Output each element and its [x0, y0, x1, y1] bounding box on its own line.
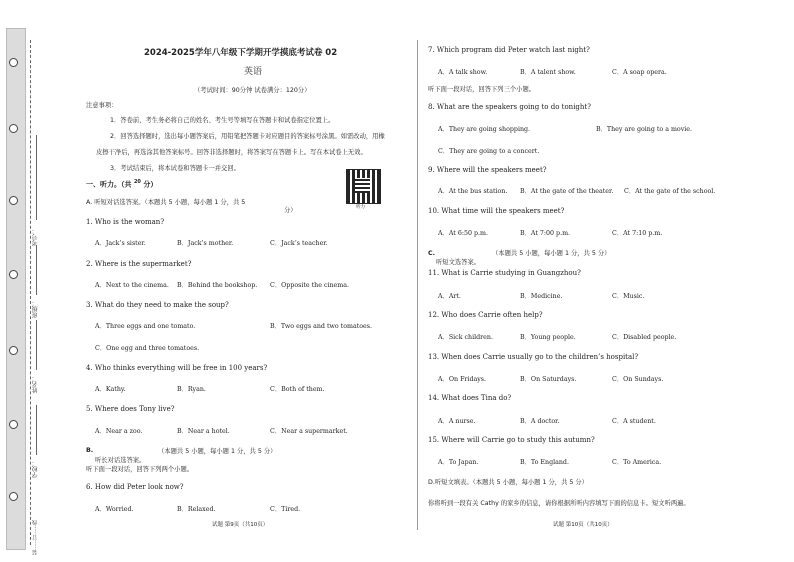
question-2: 2. Where is the supermarket? [86, 260, 192, 268]
q11-option-c: C．Music. [612, 293, 645, 300]
q1-option-b: B．Jack’s mother. [177, 240, 234, 247]
part-b-sub: 听长对话选答案。 [95, 457, 146, 464]
question-4: 4. Who thinks everything will be free in 100 years? [86, 364, 268, 372]
q14-option-b: B．A doctor. [520, 418, 560, 425]
binding-hole [9, 58, 18, 67]
q14-option-c: C．A student. [612, 418, 656, 425]
q1-option-c: C．Jack’s teacher. [270, 240, 328, 247]
q11-option-b: B．Medicine. [520, 293, 563, 300]
part-d-heading: D.听短文填表。（本题共 5 小题，每小题 1 分，共 5 分） [428, 479, 588, 486]
q15-option-b: B．To England. [520, 459, 569, 466]
binding-strip [6, 28, 26, 550]
part-c-heading: （本题共 5 小题，每小题 1 分，共 5 分） [492, 250, 611, 257]
q10-option-a: A．At 6:50 p.m. [438, 230, 488, 237]
q12-option-a: A．Sick children. [438, 334, 493, 341]
question-3: 3. What do they need to make the soup? [86, 301, 229, 309]
exam-title: 2024-2025学年八年级下学期开学摸底考试卷 02 [144, 48, 338, 58]
part-b-label: B. [86, 447, 94, 454]
q3-option-c: C．One egg and three tomatoes. [95, 345, 200, 352]
q14-option-a: A．A nurse. [438, 418, 476, 425]
question-12: 12. Who does Carrie often help? [428, 311, 543, 319]
question-8: 8. What are the speakers going to do tonight? [428, 103, 591, 111]
q12-option-b: B．Young people. [520, 334, 576, 341]
q3-option-b: B．Two eggs and two tomatoes. [270, 323, 372, 330]
q2-option-a: A．Next to the cinema. [95, 282, 169, 289]
question-6: 6. How did Peter look now? [86, 483, 184, 491]
notes-heading: 注意事项： [86, 102, 118, 109]
column-divider [417, 40, 418, 530]
question-10: 10. What time will the speakers meet? [428, 207, 565, 215]
note-1: 1．答卷前，考生务必将自己的姓名、考生号等填写在答题卡和试卷指定位置上。 [110, 117, 335, 124]
part-d-instruction: 你将听到一段有关 Cathy 的家乡的信息，请你根据所听内容填写下面的信息卡。短文听两遍。 [428, 500, 690, 507]
qr-label: 听力 [356, 205, 365, 210]
binding-hole [9, 420, 18, 429]
part-a-heading-cont: 分） [284, 207, 297, 214]
q3-option-a: A．Three eggs and one tomato. [95, 323, 196, 330]
class-field-label: 班级： [32, 300, 39, 318]
binding-hole [9, 346, 18, 355]
question-15: 15. Where will Carrie go to study this autumn? [428, 436, 595, 444]
seal-line-label: 装……订……线 [32, 520, 38, 555]
school-field-label: 学校： [32, 460, 39, 478]
q13-option-a: A．On Fridays. [438, 376, 487, 383]
q7-option-a: A．A talk show. [438, 69, 488, 76]
q6-option-b: B．Relaxed. [177, 506, 216, 513]
q12-option-c: C．Disabled people. [612, 334, 677, 341]
binding-hole [9, 492, 18, 501]
q7-option-c: C．A soap opera. [612, 69, 667, 76]
q2-option-c: C．Opposite the cinema. [270, 282, 349, 289]
note-3: 3．考试结束后，将本试卷和答题卡一并交回。 [110, 165, 240, 172]
question-13: 13. When does Carrie usually go to the children’s hospital? [428, 353, 639, 361]
q4-option-a: A．Kathy. [95, 386, 126, 393]
question-11: 11. What is Carrie studying in Guangzhou? [428, 269, 581, 277]
q15-option-c: C．To America. [612, 459, 662, 466]
part-c-sub: 听短文选答案。 [436, 259, 481, 266]
q5-option-a: A．Near a zoo. [95, 428, 143, 435]
q6-option-c: C．Tired. [270, 506, 301, 513]
binding-hole [9, 270, 18, 279]
id-field-label: 考号： [32, 228, 39, 246]
footer-left: 试题 第9页（共10页） [212, 522, 269, 528]
part-c-label: C. [428, 250, 436, 257]
binding-hole [9, 196, 18, 205]
q8-option-c: C．They are going to a concert. [438, 148, 540, 155]
binding-hole [9, 124, 18, 133]
name-field-label: 姓名： [32, 375, 39, 393]
q15-option-a: A．To Japan. [438, 459, 479, 466]
question-7: 7. Which program did Peter watch last night? [428, 46, 590, 54]
q8-option-a: A．They are going shopping. [438, 126, 531, 133]
q6-option-a: A．Worried. [95, 506, 134, 513]
note-2-cont: 皮擦干净后，再选涂其他答案标号。回答非选择题时，将答案写在答题卡上。写在本试卷上无效。 [96, 149, 367, 156]
part-b-heading: （本题共 5 小题，每小题 1 分，共 5 分） [158, 448, 277, 455]
q8-option-b: B．They are going to a movie. [596, 126, 693, 133]
q1-option-a: A．Jack’s sister. [95, 240, 146, 247]
q7-option-b: B．A talent show. [520, 69, 576, 76]
footer-right: 试题 第10页（共10页） [553, 522, 613, 528]
q5-option-b: B．Near a hotel. [177, 428, 230, 435]
part-b-instruction: 听下面一段对话，回答下列两个小题。 [86, 466, 194, 473]
q4-option-b: B．Ryan. [177, 386, 206, 393]
part-a-heading: A. 听短对话选答案。（本题共 5 小题，每小题 1 分，共 5 [86, 199, 246, 206]
id-blank [36, 135, 37, 220]
q10-option-b: B．At 7:00 p.m. [520, 230, 571, 237]
name-blank [36, 320, 37, 370]
q4-option-c: C．Both of them. [270, 386, 325, 393]
q10-option-c: C．At 7:10 p.m. [612, 230, 663, 237]
subject-title: 英语 [244, 67, 263, 77]
q11-option-a: A．Art. [438, 293, 461, 300]
listening-qr-code[interactable] [346, 169, 381, 204]
question-5: 5. Where does Tony live? [86, 405, 175, 413]
q9-option-a: A．At the bus station. [438, 188, 508, 195]
q8-10-instruction: 听下面一段对话，回答下列三个小题。 [428, 86, 536, 93]
q5-option-c: C．Near a supermarket. [270, 428, 348, 435]
question-1: 1. Who is the woman? [86, 218, 165, 226]
q13-option-c: C．On Sundays. [612, 376, 664, 383]
q2-option-b: B．Behind the bookshop. [177, 282, 258, 289]
question-9: 9. Where will the speakers meet? [428, 166, 547, 174]
question-14: 14. What does Tina do? [428, 394, 512, 402]
q13-option-b: B．On Saturdays. [520, 376, 577, 383]
q9-option-b: B．At the gate of the theater. [520, 188, 614, 195]
note-2: 2．回答选择题时，选出每小题答案后，用铅笔把答题卡对应题目的答案标号涂黑。如需改动，用橡 [110, 133, 385, 140]
section-heading: 一、听力。（共 $^{20}$ 分） [86, 179, 158, 189]
exam-info: （考试时间：90分钟 试卷满分：120分） [194, 87, 311, 94]
school-blank [36, 405, 37, 455]
class-blank [36, 245, 37, 295]
q9-option-c: C．At the gate of the school. [624, 188, 716, 195]
